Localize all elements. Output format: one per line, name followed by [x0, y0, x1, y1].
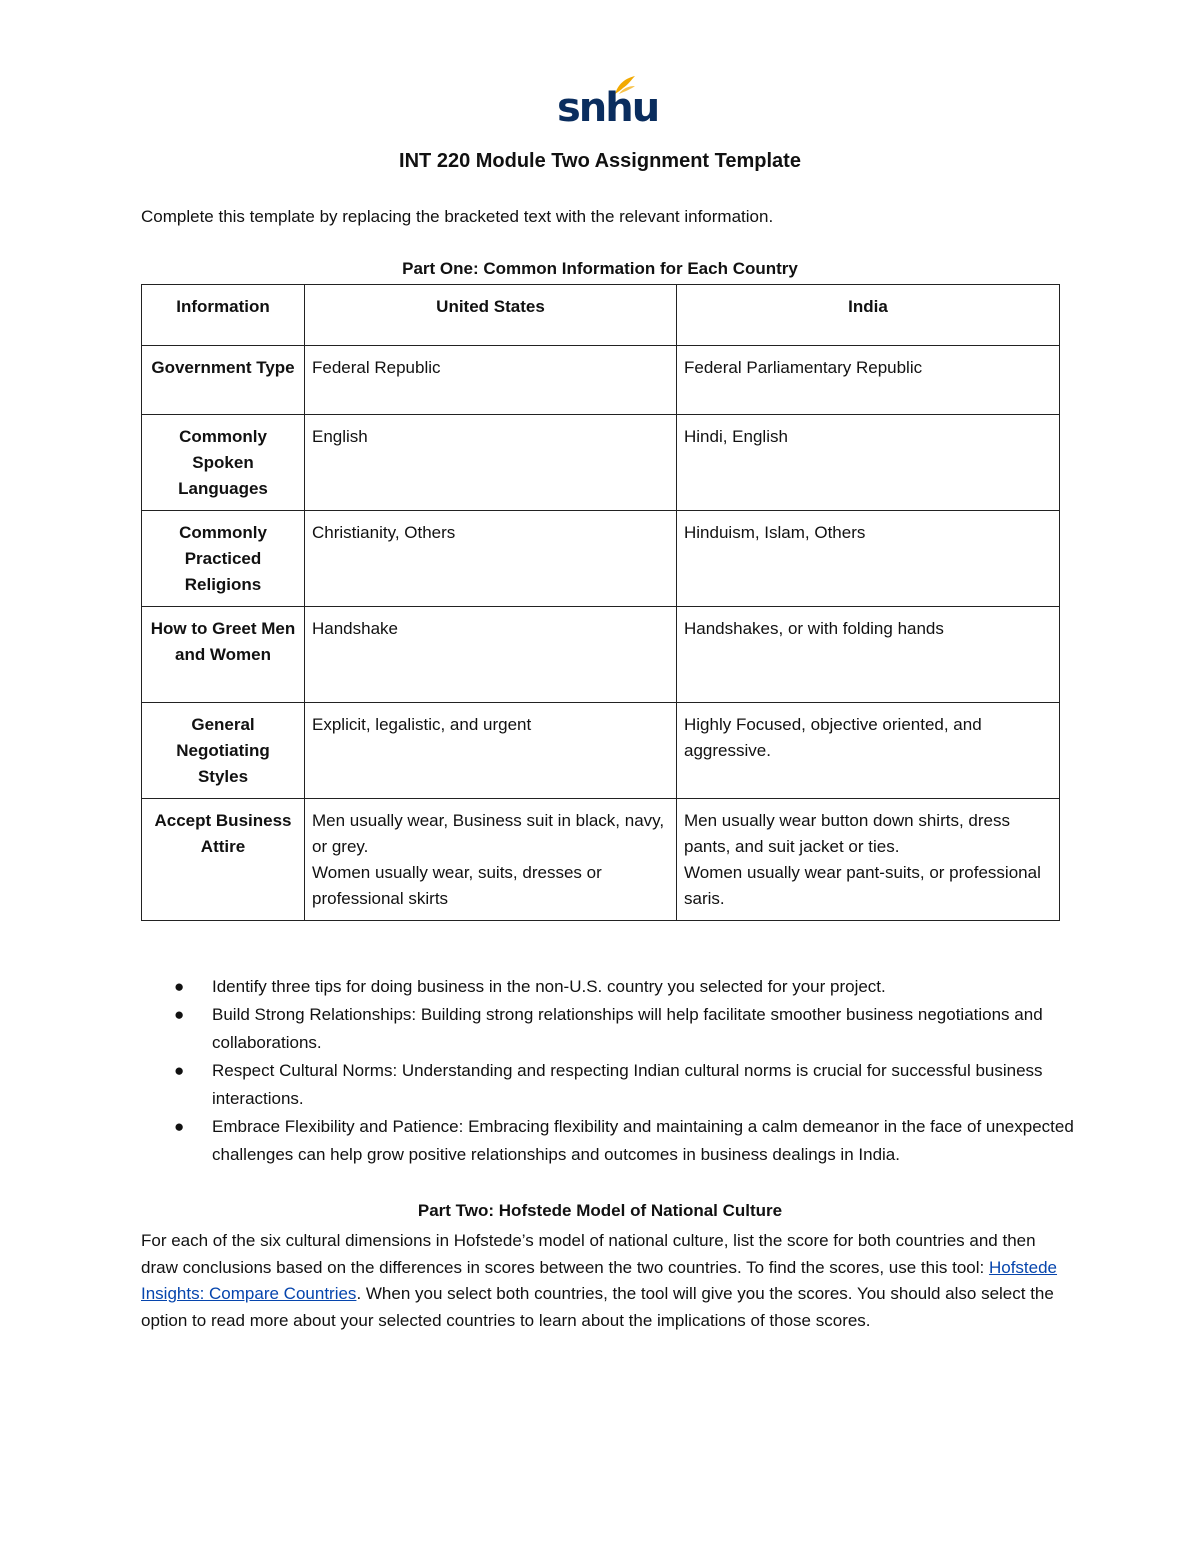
intro-text: Complete this template by replacing the bracketed text with the relevant information.	[141, 207, 774, 226]
bullet-icon: ●	[174, 1005, 185, 1024]
list-item	[174, 1057, 1112, 1113]
tips-list	[141, 973, 1112, 1169]
cell-text: Handshakes, or with folding hands	[684, 619, 944, 638]
cell-text: Federal Republic	[312, 358, 441, 377]
cell-text: Handshake	[312, 619, 399, 638]
us-cell	[305, 511, 677, 607]
us-cell	[305, 799, 677, 921]
table-row	[142, 703, 1060, 799]
hofstede-compare-link[interactable]: Hofstede Insights: Compare Countries	[141, 1257, 1058, 1303]
page-title: INT 220 Module Two Assignment Template	[399, 150, 801, 172]
cell-text: Highly Focused, objective oriented, and aggressive.	[684, 715, 982, 760]
us-cell	[305, 415, 677, 511]
bullet-icon: ●	[174, 1117, 185, 1136]
tip-text: Build Strong Relationships: Building strong relationships will help facilitate smoother business negotiations and collaborations.	[212, 1005, 1043, 1052]
cell-text: Women usually wear pant-suits, or professional saris.	[684, 863, 1041, 908]
part-one-heading: Part One: Common Information for Each Country	[402, 259, 798, 278]
row-label: General Negotiating Styles	[142, 703, 305, 799]
row-label: Commonly Practiced Religions	[142, 511, 305, 607]
list-item	[174, 1001, 1112, 1057]
part-two-paragraph	[141, 1228, 1066, 1334]
paragraph-text: . When you select both countries, the tool will give you the scores. You should also select the option to read more about your selected countries to learn about the implications of those scores.	[141, 1284, 1054, 1330]
part-two-heading: Part Two: Hofstede Model of National Culture	[417, 1201, 783, 1220]
cell-text: Federal Parliamentary Republic	[684, 358, 923, 377]
india-cell	[677, 607, 1060, 703]
table-row	[142, 799, 1060, 921]
cell-text: Men usually wear button down shirts, dress pants, and suit jacket or ties.	[684, 811, 1010, 856]
list-item	[174, 973, 1112, 1001]
table-row	[142, 415, 1060, 511]
india-cell	[677, 346, 1060, 415]
us-cell	[305, 607, 677, 703]
list-item	[174, 1113, 1112, 1169]
us-cell	[305, 703, 677, 799]
snhu-logo	[557, 74, 659, 132]
tip-text: Respect Cultural Norms: Understanding and respecting Indian cultural norms is crucial for successful business interactions.	[212, 1061, 1043, 1108]
row-label: Government Type	[142, 346, 305, 415]
table-row	[142, 346, 1060, 415]
table-row	[142, 511, 1060, 607]
cell-text: Explicit, legalistic, and urgent	[312, 715, 532, 734]
india-cell	[677, 799, 1060, 921]
tip-text: Embrace Flexibility and Patience: Embracing flexibility and maintaining a calm demeanor in the face of unexpected challenges can help grow positive relationships and outcomes in business dealings in India.	[212, 1117, 1074, 1164]
bullet-icon: ●	[174, 1061, 185, 1080]
logo-text: snhu	[557, 85, 659, 131]
tip-text: Identify three tips for doing business in the non-U.S. country you selected for your project.	[212, 977, 886, 996]
bullet-icon: ●	[174, 977, 185, 996]
india-cell	[677, 511, 1060, 607]
row-label: How to Greet Men and Women	[142, 607, 305, 703]
cell-text: English	[312, 427, 368, 446]
cell-text: Hindi, English	[684, 427, 788, 446]
row-label: Accept Business Attire	[142, 799, 305, 921]
column-header: India	[677, 285, 1060, 346]
cell-text: Hinduism, Islam, Others	[684, 523, 866, 542]
us-cell	[305, 346, 677, 415]
india-cell	[677, 415, 1060, 511]
cell-text: Christianity, Others	[312, 523, 456, 542]
table-row	[142, 607, 1060, 703]
column-header: United States	[305, 285, 677, 346]
india-cell	[677, 703, 1060, 799]
column-header: Information	[142, 285, 305, 346]
country-info-table	[141, 284, 1060, 921]
row-label: Commonly Spoken Languages	[142, 415, 305, 511]
cell-text: Women usually wear, suits, dresses or professional skirts	[312, 863, 602, 908]
table-header-row	[142, 285, 1060, 346]
paragraph-text: For each of the six cultural dimensions in Hofstede’s model of national culture, list the score for both countries and then draw conclusions based on the differences in scores between the two countries. To find the scores, use this tool:	[141, 1231, 1036, 1277]
cell-text: Men usually wear, Business suit in black, navy, or grey.	[312, 811, 665, 856]
